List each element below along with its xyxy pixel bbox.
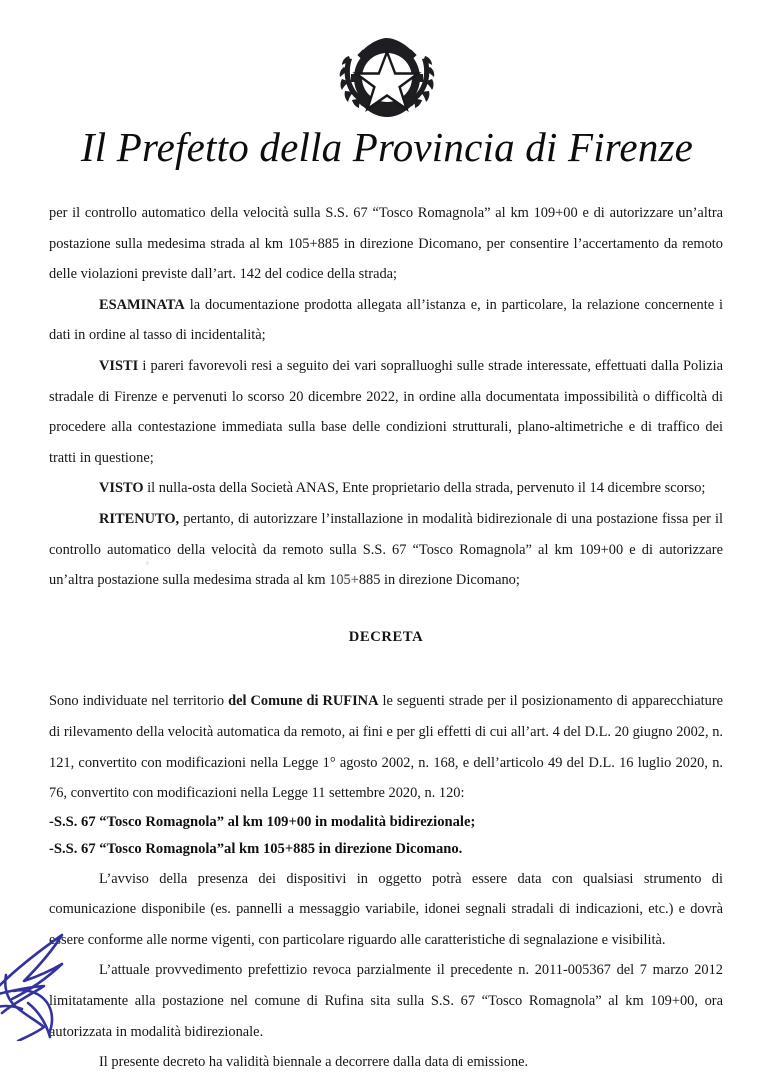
emblem-container xyxy=(0,36,774,125)
road-item: -S.S. 67 “Tosco Romagnola” al km 109+00 in modalità bidirezionale; xyxy=(49,813,476,830)
decree-scope-text-a: Sono individuate nel territorio xyxy=(49,693,229,710)
document-body xyxy=(49,198,723,1078)
paragraph-esaminata xyxy=(49,290,723,351)
keyword-ritenuto: RITENUTO, xyxy=(99,510,180,527)
spacer-after-decreta xyxy=(49,652,723,686)
paragraph-decree-scope xyxy=(49,686,723,808)
paragraph-visti-text: i pareri favorevoli resi a seguito dei vari sopralluoghi sulle strade interessate, effettuati dalla Polizia stradale di Firenze e pervenuti lo scorso 20 dicembre 2022, in ordine alla documentata impossibilità o difficoltà di procedere alla contestazione immediata sulla base delle condizioni strutturali, plano-altimetriche e di traffico dei tratti in questione; xyxy=(49,357,723,466)
paragraph-visto-text: il nulla-osta della Società ANAS, Ente proprietario della strada, pervenuto il 14 dicembre scorso; xyxy=(143,480,706,497)
paragraph-ritenuto xyxy=(49,504,723,596)
decree-scope-text-b: le seguenti strade per il posizionamento di apparecchiature di rilevamento della velocità automatica da remoto, ai fini e per gli effetti di cui all’art. 4 del D.L. 20 giugno 2002, n. 121, convertito con modificazioni nella Legge 1° agosto 2002, n. 168, e dell’articolo 49 del D.L. 16 luglio 2020, n. 76, convertito con modificazioni nella Legge 11 settembre 2020, n. 120: xyxy=(49,693,724,802)
paragraph-esaminata-text: la documentazione prodotta allegata all’istanza e, in particolare, la relazione concernente i dati in ordine al tasso di incidentalità; xyxy=(49,296,723,344)
paragraph-premise-intro: per il controllo automatico della velocità sulla S.S. 67 “Tosco Romagnola” al km 109+00 e di autorizzare un’altra postazione sulla medesima strada al km 105+885 in direzione Dicomano, per consentire l’accertamento da remoto delle violazioni previste dall’art. 142 del codice della strada; xyxy=(49,205,723,283)
paragraph-validity: Il presente decreto ha validità biennale a decorrere dalla data di emissione. xyxy=(99,1054,529,1071)
italian-republic-emblem xyxy=(339,36,435,120)
paragraph-visto xyxy=(49,473,723,504)
keyword-visti: VISTI xyxy=(99,357,139,374)
keyword-visto: VISTO xyxy=(99,480,144,497)
scan-smudge xyxy=(330,576,356,583)
paragraph-visti xyxy=(49,351,723,473)
paragraph-signage-notice: L’avviso della presenza dei dispositivi in oggetto potrà essere data con qualsiasi strumento di comunicazione disponibile (es. pannelli a messaggio variabile, idonei segnali stradali di indicazioni, etc.) e dovrà essere conforme alle norme vigenti, con particolare riguardo alle caratteristiche di segnalazione e visibilità. xyxy=(49,870,723,948)
road-item: -S.S. 67 “Tosco Romagnola”al km 105+885 in direzione Dicomano. xyxy=(49,841,463,858)
spacer-before-decreta xyxy=(49,596,723,622)
decree-municipality: del Comune di RUFINA xyxy=(228,693,379,710)
decree-heading: DECRETA xyxy=(348,628,424,645)
paragraph-ritenuto-text: pertanto, di autorizzare l’installazione in modalità bidirezionale di una postazione fissa per il controllo automatico della velocità da remoto sulla S.S. 67 “Tosco Romagnola” al km 109+00 e di autorizzare un’altra postazione sulla medesima strada al km 105+885 in direzione Dicomano; xyxy=(49,510,723,589)
keyword-esaminata: ESAMINATA xyxy=(99,296,185,313)
scan-speckle xyxy=(146,561,149,565)
paragraph-revocation: L’attuale provvedimento prefettizio revoca parzialmente il precedente n. 2011-005367 del 7 marzo 2012 limitatamente alla postazione nel comune di Rufina sita sulla S.S. 67 “Tosco Romagnola” al km 109+00, ora autorizzata in modalità bidirezionale. xyxy=(49,962,723,1040)
page-title: Il Prefetto della Provincia di Firenze xyxy=(80,124,694,170)
